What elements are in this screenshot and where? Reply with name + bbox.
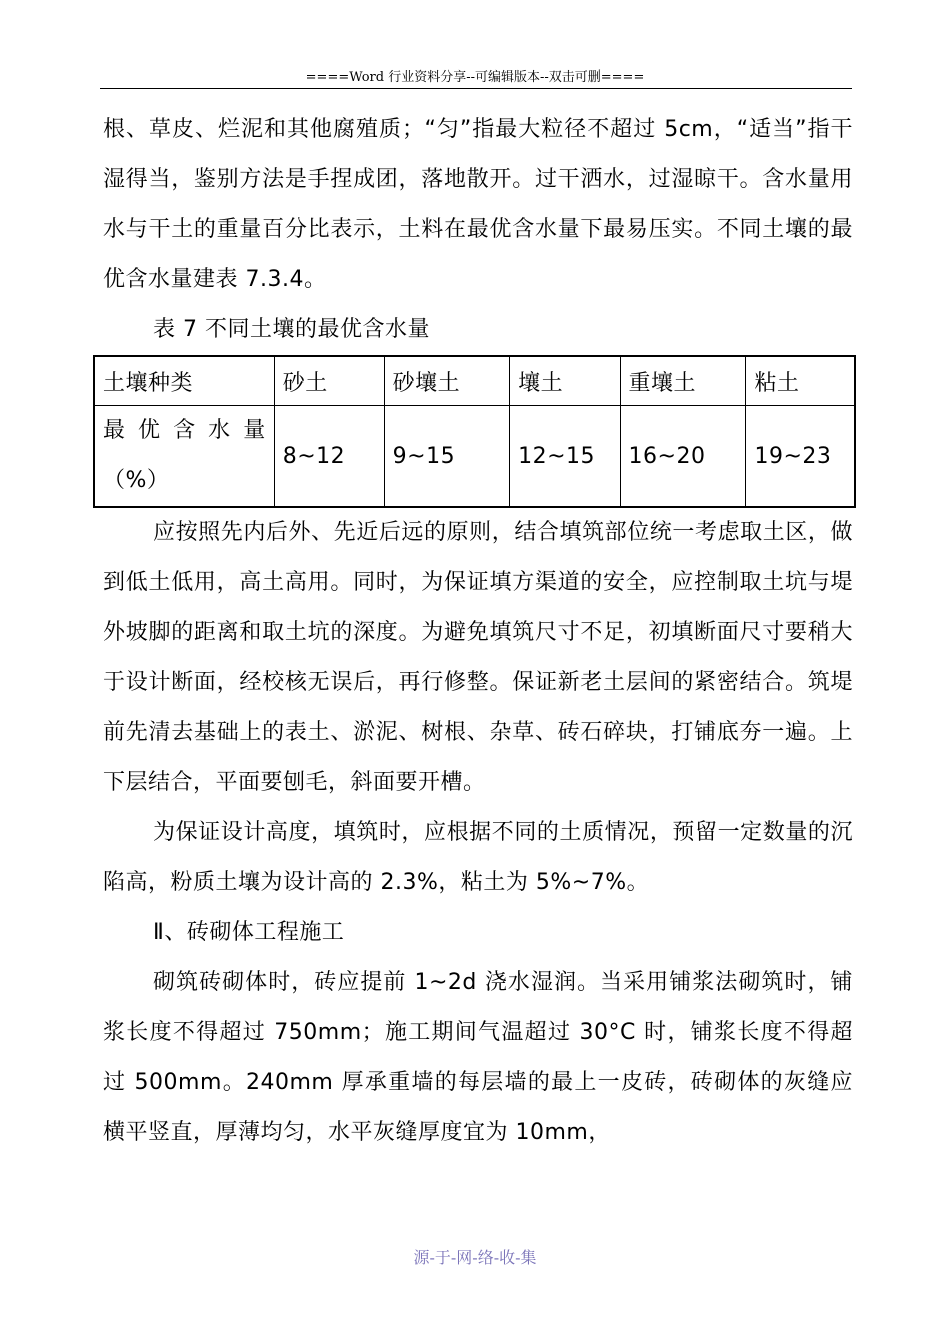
table-header-cell: 砂壤土: [384, 356, 509, 406]
paragraph-1: 根、草皮、烂泥和其他腐殖质；“匀”指最大粒径不超过 5cm，“适当”指干湿得当，鉴别方法是手捏成团，落地散开。过干洒水，过湿晾干。含水量用水与干土的重量百分比表示，土料在最优含水量下最易压实。不同土壤的最优含水量建表 7.3.4。: [103, 117, 853, 292]
table-cell: 9~15: [384, 406, 509, 508]
table-caption: 表 7 不同土壤的最优含水量: [153, 317, 430, 342]
document-body: [103, 105, 853, 1158]
section-heading: Ⅱ、砖砌体工程施工: [153, 920, 345, 945]
moisture-table: [93, 355, 856, 508]
table-cell: 12~15: [510, 406, 620, 508]
table-header-cell: 重壤土: [620, 356, 746, 406]
paragraph-2: 应按照先内后外、先近后远的原则，结合填筑部位统一考虑取土区，做到低土低用，高土高用。同时，为保证填方渠道的安全，应控制取土坑与堤外坡脚的距离和取土坑的深度。为避免填筑尺寸不足，初填断面尺寸要稍大于设计断面，经校核无误后，再行修整。保证新老土层间的紧密结合。筑堤前先清去基础上的表土、淤泥、树根、杂草、砖石碎块，打铺底夯一遍。上下层结合，平面要刨毛，斜面要开槽。: [103, 520, 853, 795]
table-row-label: 最 优 含 水 量（%）: [94, 406, 274, 508]
table-cell: 19~23: [746, 406, 855, 508]
paragraph-3: 为保证设计高度，填筑时，应根据不同的土质情况，预留一定数量的沉陷高，粉质土壤为设计高的 2.3%，粘土为 5%~7%。: [103, 820, 853, 895]
paragraph-4: 砌筑砖砌体时，砖应提前 1~2d 浇水湿润。当采用铺浆法砌筑时，铺浆长度不得超过 750mm；施工期间气温超过 30°C 时，铺浆长度不得超过 500mm。240mm 厚承重墙的每层墙的最上一皮砖，砖砌体的灰缝应横平竖直，厚薄均匀，水平灰缝厚度宜为 10mm，: [103, 970, 853, 1145]
page-footer: 源-于-网-络-收-集: [413, 1248, 537, 1267]
table-cell: 8~12: [274, 406, 384, 508]
table-cell: 16~20: [620, 406, 746, 508]
header-rule: [100, 88, 852, 89]
table-header-cell: 砂土: [274, 356, 384, 406]
page-header: ====Word 行业资料分享--可编辑版本--双击可删====: [305, 70, 645, 85]
table-header-cell: 土壤种类: [94, 356, 274, 406]
table-row: [94, 406, 855, 508]
table-header-row: [94, 356, 855, 406]
table-header-cell: 壤土: [510, 356, 620, 406]
table-header-cell: 粘土: [746, 356, 855, 406]
